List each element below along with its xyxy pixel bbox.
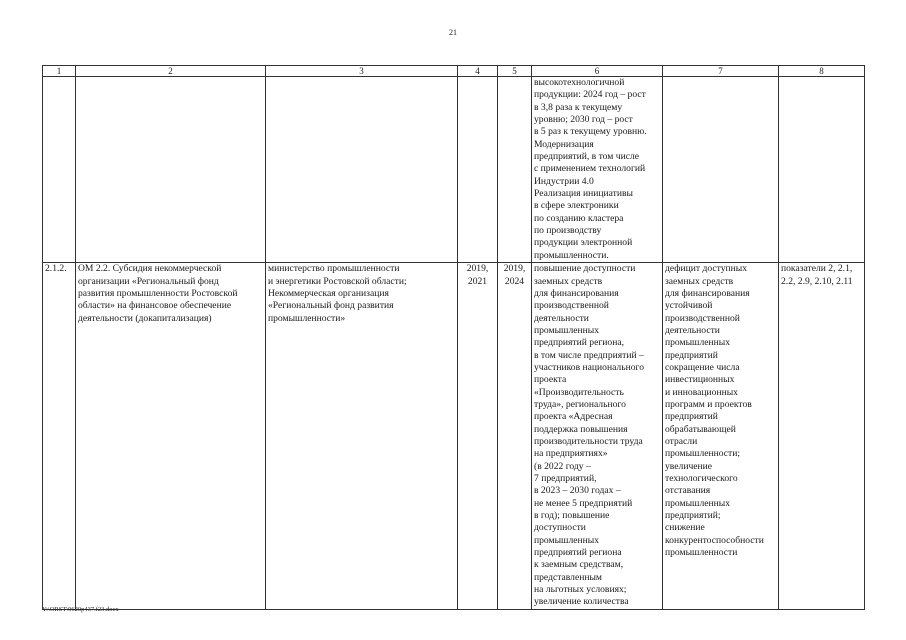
cell-measure-name: ОМ 2.2. Субсидия некоммерческой организации «Региональный фонд развития промышленности Ростовской области» на финансовое обеспечение деятельности (докапитализация) <box>76 263 266 610</box>
column-header-5: 5 <box>498 66 532 77</box>
column-header-1: 1 <box>43 66 76 77</box>
page-number: 21 <box>449 28 457 37</box>
cell-empty <box>663 77 779 263</box>
cell-responsible-executor: министерство промышленности и энергетики Ростовской области; Некоммерческая организация «Региональный фонд развития промышленности» <box>266 263 458 610</box>
cell-end-year: 2019, 2024 <box>498 263 532 610</box>
cell-indicators: показатели 2, 2.1, 2.2, 2.9, 2.10, 2.11 <box>779 263 865 610</box>
cell-item-number: 2.1.2. <box>43 263 76 610</box>
column-header-3: 3 <box>266 66 458 77</box>
program-table <box>42 65 865 610</box>
cell-consequences: дефицит доступных заемных средств для финансирования устойчивой производственной деятельности промышленных предприятий сокращение числа инвестиционных и инновационных программ и проектов предприятий обрабатывающей отрасли промышленности; увеличение технологического отставания промышленных предприятий; снижение конкурентоспособности промышленности <box>663 263 779 610</box>
table-row-continued <box>43 77 865 263</box>
cell-start-year: 2019, 2021 <box>458 263 498 610</box>
column-header-4: 4 <box>458 66 498 77</box>
cell-empty <box>76 77 266 263</box>
column-header-2: 2 <box>76 66 266 77</box>
file-path-footer: Y:\ORST\0620p437.f23.docx <box>42 606 119 613</box>
column-number-row <box>43 66 865 77</box>
column-header-7: 7 <box>663 66 779 77</box>
cell-empty <box>43 77 76 263</box>
cell-expected-result: высокотехнологичной продукции: 2024 год – рост в 3,8 раза к текущему уровню; 2030 год – рост в 5 раз к текущему уровню. Модернизация предприятий, в том числе с применением технологий Индустрии 4.0 Реализация инициативы в сфере электроники по созданию кластера по производству продукции электронной промышленности. <box>532 77 663 263</box>
cell-empty <box>498 77 532 263</box>
column-header-6: 6 <box>532 66 663 77</box>
cell-empty <box>458 77 498 263</box>
table-row-2-1-2 <box>43 263 865 610</box>
cell-empty <box>266 77 458 263</box>
cell-empty <box>779 77 865 263</box>
cell-expected-result: повышение доступности заемных средств для финансирования производственной деятельности промышленных предприятий региона, в том числе предприятий – участников национального проекта «Производительность труда», регионального проекта «Адресная поддержка повышения производительности труда на предприятиях» (в 2022 году – 7 предприятий, в 2023 – 2030 годах – не менее 5 предприятий в год); повышение доступности промышленных предприятий региона к заемным средствам, представленным на льготных условиях; увеличение количества <box>532 263 663 610</box>
column-header-8: 8 <box>779 66 865 77</box>
